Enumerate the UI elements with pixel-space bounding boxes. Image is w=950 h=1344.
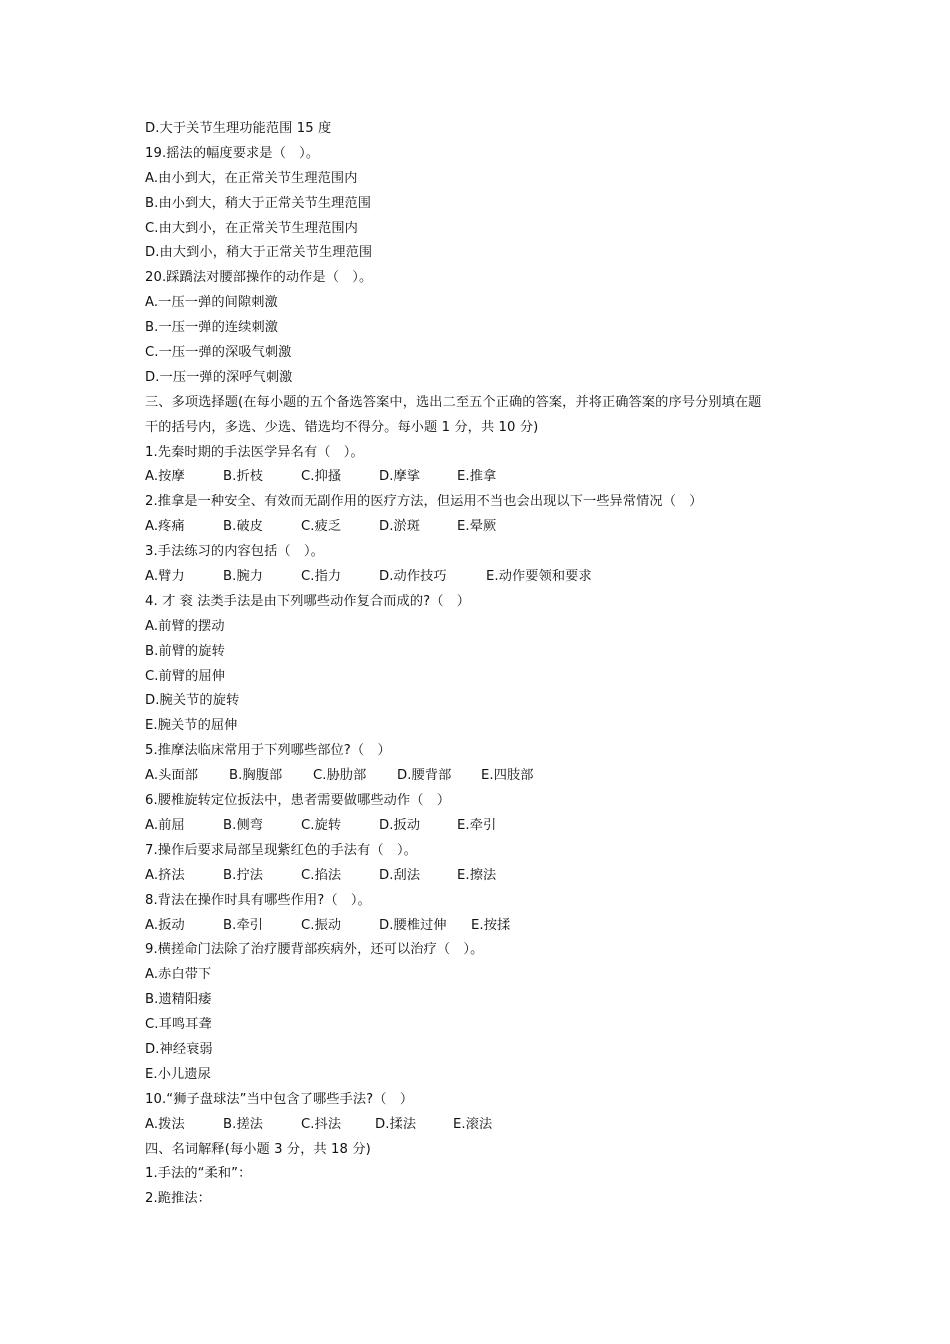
- option: A.扳动: [145, 917, 185, 933]
- options-row: [145, 764, 825, 789]
- option-line: B.遗精阳痿: [145, 992, 212, 1008]
- option: E.擦法: [457, 867, 497, 883]
- option-line: B.一压一弹的连续刺激: [145, 320, 279, 336]
- option: E.按揉: [471, 917, 511, 933]
- option-line: B.由小到大，稍大于正常关节生理范围: [145, 195, 372, 211]
- option: D.淤斑: [379, 519, 421, 535]
- option: B.牵引: [223, 917, 264, 933]
- option: B.折枝: [223, 469, 264, 485]
- option: A.头面部: [145, 768, 199, 784]
- question-mc-6: 6.腰椎旋转定位扳法中，患者需要做哪些动作（ ）: [145, 793, 451, 809]
- option: D.摩挲: [379, 469, 421, 485]
- option: E.四肢部: [481, 768, 534, 784]
- option: E.动作要领和要求: [486, 569, 592, 585]
- option: E.推拿: [457, 469, 497, 485]
- option-line: C.一压一弹的深吸气刺激: [145, 345, 292, 361]
- options-row: [145, 565, 825, 590]
- option-line: C.由大到小，在正常关节生理范围内: [145, 220, 358, 236]
- options-row: [145, 814, 825, 839]
- option-line: A.赤白带下: [145, 967, 212, 983]
- option: A.按摩: [145, 469, 185, 485]
- question-mc-9: 9.横搓命门法除了治疗腰背部疾病外，还可以治疗（ ）。: [145, 942, 484, 958]
- option: D.腰背部: [397, 768, 452, 784]
- options-row: [145, 465, 825, 490]
- option-line: C.前臂的屈伸: [145, 668, 226, 684]
- option: C.抖法: [301, 1116, 342, 1132]
- section-heading-multiple-choice: 三、多项选择题(在每小题的五个备选答案中，选出二至五个正确的答案，并将正确答案的序号分别填在题: [145, 394, 762, 410]
- question-mc-8: 8.背法在操作时具有哪些作用?（ ）。: [145, 892, 371, 908]
- option-line: A.由小到大，在正常关节生理范围内: [145, 170, 358, 186]
- question-mc-4: 4. 才 衮 法类手法是由下列哪些动作复合而成的?（ ）: [145, 593, 471, 609]
- option-line: D.一压一弹的深呼气刺激: [145, 369, 293, 385]
- option: D.动作技巧: [379, 569, 447, 585]
- option: C.抑搔: [301, 469, 342, 485]
- option: A.前屈: [145, 817, 185, 833]
- option: B.破皮: [223, 519, 264, 535]
- option: B.搓法: [223, 1116, 264, 1132]
- option: B.侧弯: [223, 817, 264, 833]
- option: A.拨法: [145, 1116, 185, 1132]
- option: B.腕力: [223, 569, 264, 585]
- question-mc-3: 3.手法练习的内容包括（ ）。: [145, 544, 324, 560]
- options-row: [145, 914, 825, 939]
- option-line: D.由大到小，稍大于正常关节生理范围: [145, 245, 373, 261]
- section-heading-term-definitions: 四、名词解释(每小题 3 分，共 18 分): [145, 1141, 371, 1157]
- question-20: 20.踩蹻法对腰部操作的动作是（ ）。: [145, 270, 373, 286]
- question-19: 19.摇法的幅度要求是（ ）。: [145, 145, 320, 161]
- option: A.臂力: [145, 569, 185, 585]
- option: C.疲乏: [301, 519, 342, 535]
- term-question-2: 2.跪推法：: [145, 1191, 211, 1207]
- option-line: D.腕关节的旋转: [145, 693, 240, 709]
- section-instructions: 干的括号内，多选、少选、错选均不得分。每小题 1 分，共 10 分): [145, 419, 539, 435]
- options-row: [145, 864, 825, 889]
- option-line: A.前臂的摆动: [145, 618, 225, 634]
- option: C.胁肋部: [313, 768, 367, 784]
- option: E.滚法: [453, 1116, 493, 1132]
- options-row: [145, 515, 825, 540]
- options-row: [145, 1113, 825, 1138]
- question-mc-10: 10.“狮子盘球法”当中包含了哪些手法?（ ）: [145, 1091, 414, 1107]
- option: E.牵引: [457, 817, 497, 833]
- question-mc-5: 5.推摩法临床常用于下列哪些部位?（ ）: [145, 743, 391, 759]
- term-question-1: 1.手法的“柔和”：: [145, 1166, 252, 1182]
- option-line: A.一压一弹的间隙刺激: [145, 295, 278, 311]
- option: B.胸腹部: [229, 768, 283, 784]
- option: C.指力: [301, 569, 342, 585]
- option-line: E.腕关节的屈伸: [145, 718, 238, 734]
- question-mc-2: 2.推拿是一种安全、有效而无副作用的医疗方法，但运用不当也会出现以下一些异常情况（ ）: [145, 494, 703, 510]
- option: C.旋转: [301, 817, 342, 833]
- option: C.振动: [301, 917, 342, 933]
- option: E.晕厥: [457, 519, 497, 535]
- option: D.腰椎过伸: [379, 917, 447, 933]
- option-line: C.耳鸣耳聋: [145, 1017, 212, 1033]
- question-mc-1: 1.先秦时期的手法医学异名有（ ）。: [145, 444, 364, 460]
- option: A.挤法: [145, 867, 185, 883]
- option: A.疼痛: [145, 519, 185, 535]
- option-line: D.大于关节生理功能范围 15 度: [145, 121, 332, 136]
- option: D.扳动: [379, 817, 421, 833]
- option: D.揉法: [375, 1116, 417, 1132]
- document-page: [145, 117, 825, 1212]
- option-line: D.神经衰弱: [145, 1041, 213, 1057]
- question-mc-7: 7.操作后要求局部呈现紫红色的手法有（ ）。: [145, 842, 417, 858]
- option-line: E.小儿遗尿: [145, 1066, 211, 1082]
- option: B.拧法: [223, 867, 264, 883]
- option-line: B.前臂的旋转: [145, 643, 225, 659]
- option: C.掐法: [301, 867, 342, 883]
- option: D.刮法: [379, 867, 421, 883]
